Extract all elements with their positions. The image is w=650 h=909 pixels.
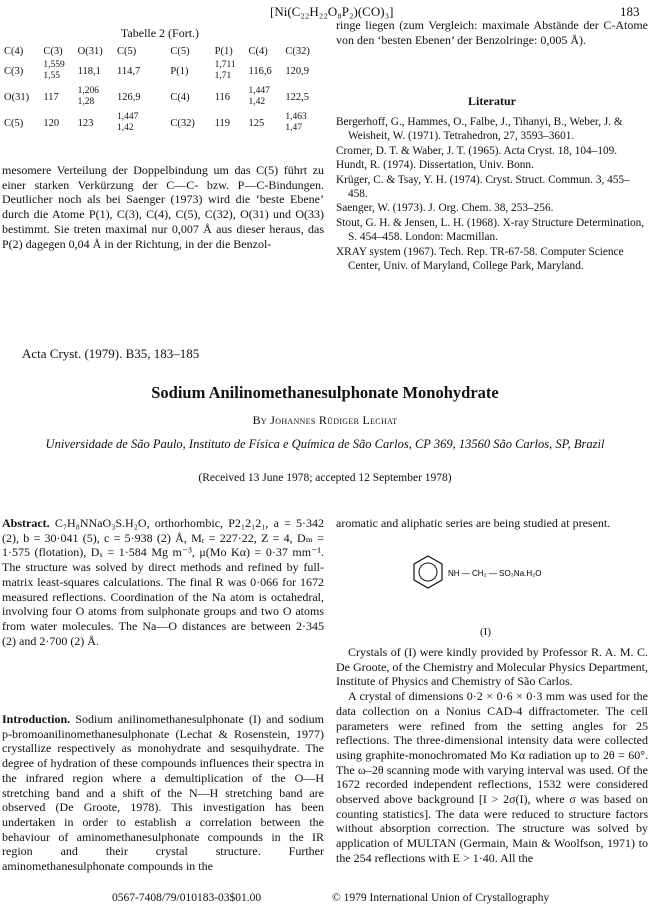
table-row <box>2 44 322 58</box>
abstract-text: C₇H₈NNaO₃S.H₂O, orthorhombic, P2₁2₁2₁, a = 5·342 (2), b = 30·041 (5), c = 5·938 (2) Å, Mᵣ = 227·22, Z = 4, Dₘ = 1·575 (flotation), Dₓ = 1·584 Mg m⁻³, μ(Mo Kα) = 0·37 mm⁻¹. The structure was solved by direct methods and refined by full-matrix least-squares calculations. The final R was 0·066 for 1672 measured reflections. Coordination of the Na atom is octahedral, involving four O atoms from sulphonate groups and two O atoms from water molecules. The Na—O distances are between 2·345 (2) and 2·700 (2) Å. <box>2 516 325 648</box>
abstract-label: Abstract. <box>2 516 50 530</box>
page-number: 183 <box>620 4 640 19</box>
author-byline: By Johannes Rüdiger Lechat <box>252 413 398 427</box>
introduction <box>2 712 324 874</box>
benzene-ring-circle <box>419 563 437 581</box>
literature-section <box>336 94 648 273</box>
table-cell: 1,447 1,42 <box>248 86 270 107</box>
table-cell: C(5) <box>4 117 24 129</box>
table-cell: 122,5 <box>285 91 309 103</box>
formula-text: NH — CH₂ — SO₃Na.H₂O <box>448 569 542 578</box>
formula-label: (I) <box>480 626 491 638</box>
table-cell: C(4) <box>170 91 190 103</box>
table-cell: 125 <box>248 117 265 129</box>
table-cell: O(31) <box>4 91 30 103</box>
benzene-ring <box>414 556 442 588</box>
table-cell: P(1) <box>214 45 233 57</box>
table-title: Tabelle 2 (Fort.) <box>120 26 200 40</box>
table-cell: C(3) <box>4 65 24 77</box>
table-cell: C(3) <box>43 45 63 57</box>
table-cell: 118,1 <box>77 65 101 77</box>
reference-item: Bergerhoff, G., Hammes, O., Falbe, J., Tihanyi, B., Weber, J. & Weisheit, W. (1971). Tetrahedron, 27, 3593–3601. <box>336 116 623 143</box>
crystals-text: Crystals of (I) were kindly provided by Professor R. A. M. C. De Groote, of the Chemistry and Molecular Physics Department, Institute of Physics and Chemistry of São Carlos. <box>336 645 648 689</box>
reference-item: Stout, G. H. & Jensen, L. H. (1968). X-ray Structure Determination, S. 454–458. London: Macmillan. <box>336 216 645 244</box>
table-cell: 1,711 1,71 <box>214 60 236 81</box>
table-cell: O(31) <box>77 45 103 57</box>
table-cell: 116,6 <box>248 65 272 77</box>
table-cell: C(5) <box>117 45 137 57</box>
literature-heading: Literatur <box>468 94 516 108</box>
abstract <box>2 516 324 648</box>
previous-article-left-text: mesomere Verteilung der Doppelbindung um das C(5) führt zu einer starken Verkürzung der C—C- bzw. P—C-Bindungen. Deutlicher noch als bei Saenger (1973) wird die ‘beste Ebene’ durch die Atome P(1), C(3), C(4), C(5), C(32), O(31) und O(33) bestimmt. Sie treten maximal nur 0,007 Å aus dieser heraus, das P(2) dagegen 0,04 Å in der Richtung, in der die Benzol- <box>2 163 324 251</box>
reference-list <box>336 115 648 273</box>
author-affiliation: Universidade de São Paulo, Instituto de Física e Química de São Carlos, CP 369, 13560 São Carlos, SP, Brazil <box>45 437 605 451</box>
reference-item: XRAY system (1967). Tech. Rep. TR-67-58. Computer Science Center, Univ. of Maryland, College Park, Maryland. <box>336 245 624 273</box>
journal-reference: Acta Cryst. (1979). B35, 183–185 <box>22 346 200 361</box>
table-cell: 120 <box>43 117 60 129</box>
introduction-text: Sodium anilinomethanesulphonate (I) and sodium p-bromoanilinomethanesulphonate (Lechat & Rosenstein, 1977) crystallize respectively as monohydrate and sesquihydrate. The degree of hydration of these compounds influences their spectra in the infrared region where a demultiplication of the O—H stretching band and a shift of the N—H stretching band are observed (De Groote, 1978). This investigation has been undertaken in order to establish a correlation between the behaviour of aminomethanesulphonate compounds in the IR region and their crystal structure. Further aminomethanesulphonate compounds in the <box>2 712 324 874</box>
reference-item: Krüger, C. & Tsay, Y. H. (1974). Cryst. Struct. Commun. 3, 455–458. <box>336 173 630 201</box>
running-header-formula: [Ni(C₂₂H₂₂O₈P₂)(CO)₃] <box>270 4 394 19</box>
table-row <box>2 84 322 110</box>
reference-item: Hundt, R. (1974). Dissertation, Univ. Bonn. <box>336 159 534 172</box>
table-2 <box>2 44 322 136</box>
reference-item: Cromer, D. T. & Waber, J. T. (1965). Acta Cryst. 18, 104–109. <box>336 144 618 157</box>
introduction-label: Introduction. <box>2 712 71 726</box>
table-cell: 126,9 <box>117 91 141 103</box>
table-cell: 119 <box>214 117 230 129</box>
table-cell: C(4) <box>4 45 24 57</box>
previous-article-right-text: ringe liegen (zum Vergleich: maximale Abstände der C-Atome von den ‘besten Ebenen’ der Benzolringe: 0,005 Å). <box>336 18 648 47</box>
table-cell: 116 <box>214 91 230 103</box>
structural-formula <box>398 542 578 612</box>
table-cell: P(1) <box>170 65 189 77</box>
table-row <box>2 110 322 136</box>
table-cell: 1,447 1,42 <box>117 112 139 133</box>
table-cell: 117 <box>43 91 59 103</box>
crystals-paragraph <box>336 645 648 866</box>
footer-copyright: © 1979 International Union of Crystallography <box>332 892 550 904</box>
table-cell: 120,9 <box>285 65 309 77</box>
table-cell: 1,463 1,47 <box>285 112 307 133</box>
table-cell: 114,7 <box>117 65 141 77</box>
table-cell: 123 <box>77 117 94 129</box>
table-cell: C(4) <box>248 45 268 57</box>
received-dates: (Received 13 June 1978; accepted 12 September 1978) <box>198 472 452 484</box>
table-cell: 1,559 1,55 <box>43 60 65 81</box>
right-column-intro-continued: aromatic and aliphatic series are being studied at present. <box>336 516 611 530</box>
footer-code: 0567-7408/79/010183-03$01.00 <box>112 892 262 904</box>
table-cell: C(32) <box>285 45 310 57</box>
table-cell: C(5) <box>170 45 190 57</box>
reference-item: Saenger, W. (1973). J. Org. Chem. 38, 253–256. <box>336 202 554 215</box>
article-title: Sodium Anilinomethanesulphonate Monohydrate <box>151 383 499 402</box>
table-cell: C(32) <box>170 117 195 129</box>
table-row <box>2 58 322 84</box>
table-cell: 1,206 1,28 <box>77 86 100 107</box>
data-collection-text: A crystal of dimensions 0·2 × 0·6 × 0·3 mm was used for the data collection on a Nonius CAD-4 diffractometer. The cell parameters were refined from the setting angles for 25 reflections. The three-dimensional intensity data were collected using graphite-monochromated Mo Kα radiation up to 2θ = 60°. The ω–2θ scanning mode with varying interval was used. Of the 1672 recorded independent reflections, 1532 were considered observed above background [I > 2σ(I), where σ was based on counting statistics]. The data were reduced to structure factors without absorption correction. The structure was solved by application of MULTAN (Germain, Main & Woolfson, 1971) to the 254 reflections with E > 1·40. All the <box>336 689 648 865</box>
